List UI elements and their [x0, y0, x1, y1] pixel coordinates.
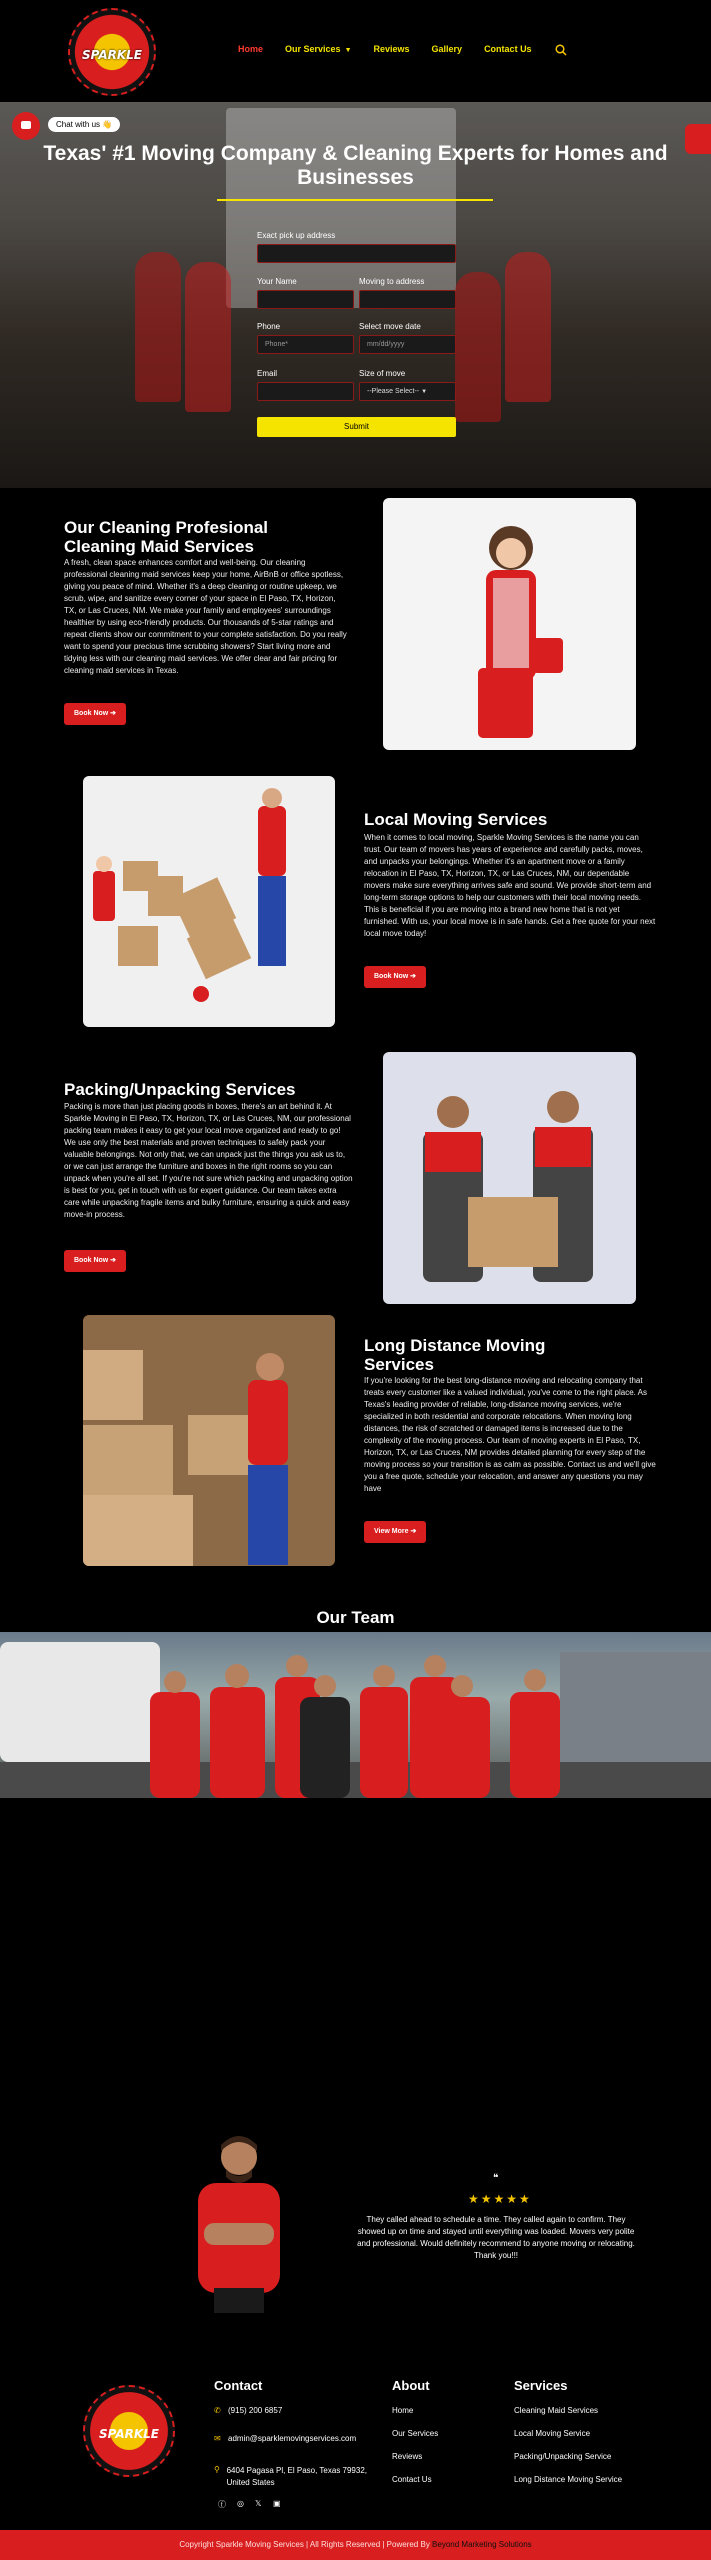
team-member-image	[135, 252, 181, 402]
envelope-icon: ✉	[214, 2434, 221, 2443]
cleaning-book-now-button[interactable]: Book Now ➔	[64, 703, 126, 725]
chat-icon[interactable]	[12, 112, 40, 140]
logo-text: SPARKLE	[81, 48, 142, 62]
footer-about-heading: About	[392, 2378, 430, 2393]
cleaning-text: A fresh, clean space enhances comfort and well-being. Our cleaning professional cleaning maid services keep your home, AirBnB or office spotless, giving you peace of mind. Whether it's a deep cleaning or routine upkeep, we scrub, wipe, and sanitize every corner of your space in El Paso, TX, Horizon, TX, or Las Cruces, NM. We make your family and employees' surroundings healthier by using eco-friendly products. Our thousands of 5-star ratings and repeat clients show our commitment to your complete satisfaction. Do you really want to spend your precious time scrubbing showers? Start living more and tidying less with our cleaning maid services. We offer clear and fair pricing for cleaning maid services in Texas.	[64, 558, 347, 675]
team-member-image	[455, 272, 501, 422]
footer-service-long-link[interactable]: Long Distance Moving Service	[514, 2475, 623, 2484]
long-distance-title: Long Distance Moving Services	[364, 1336, 546, 1374]
linkedin-icon[interactable]: ▣	[273, 2499, 281, 2508]
long-distance-view-more-button[interactable]: View More ➔	[364, 1521, 426, 1543]
size-label: Size of move	[359, 369, 406, 378]
local-moving-book-now-button[interactable]: Book Now ➔	[364, 966, 426, 988]
main-nav	[238, 44, 554, 54]
quote-icon: ❝	[493, 2173, 499, 2184]
facebook-icon[interactable]: ⓕ	[218, 2500, 226, 2509]
hero-divider	[217, 199, 493, 201]
footer-service-packing-link[interactable]: Packing/Unpacking Service	[514, 2452, 612, 2461]
testimonial-person-image	[190, 2133, 288, 2313]
name-input[interactable]	[257, 290, 354, 309]
pickup-label: Exact pick up address	[257, 231, 336, 240]
nav-contact-us[interactable]: Contact Us	[484, 44, 532, 54]
site-header	[0, 0, 711, 102]
email-input[interactable]	[257, 382, 354, 401]
footer-services-heading: Services	[514, 2378, 568, 2393]
email-label: Email	[257, 369, 278, 378]
chevron-down-icon: ▼	[344, 47, 352, 54]
local-moving-text: When it comes to local moving, Sparkle Moving Services is the name you can trust. Our team of movers has years of experience and carefully packs, moves, and unpacks your belongings. Whether it's an apartment move or a family relocation in El Paso, TX, Horizon, TX, or Las Cruces, NM, our dependable movers make sure everything arrives safe and sound. We provide short-term and long-term storage options to help our customers with their local moving needs. This is beneficial if you are moving into a brand new home that is not yet furnished. With us, your local move is in safe hands. Get a free quote for your next local move today!	[364, 833, 656, 938]
chevron-down-icon: ▼	[421, 389, 428, 395]
footer-about-reviews-link[interactable]: Reviews	[392, 2452, 423, 2461]
packing-title: Packing/Unpacking Services	[64, 1080, 296, 1099]
copyright-text: Copyright Sparkle Moving Services | All Rights Reserved | Powered By	[179, 2540, 430, 2549]
pickup-address-input[interactable]	[257, 244, 456, 263]
date-label: Select move date	[359, 322, 421, 331]
nav-home[interactable]: Home	[238, 44, 264, 54]
footer-address	[214, 2465, 384, 2489]
phone-icon: ✆	[214, 2406, 221, 2415]
footer-contact-heading: Contact	[214, 2378, 263, 2393]
x-twitter-icon[interactable]: 𝕏	[255, 2499, 262, 2508]
packing-illustration	[383, 1052, 636, 1304]
move-size-value: --Please Select--	[367, 388, 420, 395]
search-icon[interactable]	[555, 44, 567, 56]
hero-title: Texas' #1 Moving Company & Cleaning Experts for Homes and Businesses	[43, 142, 668, 189]
footer-phone-text: (915) 200 6857	[228, 2406, 283, 2415]
footer-about-contact-link[interactable]: Contact Us	[392, 2475, 432, 2484]
nav-reviews[interactable]: Reviews	[373, 44, 410, 54]
move-date-input[interactable]: mm/dd/yyyy	[359, 335, 456, 354]
footer-email[interactable]	[214, 2434, 356, 2443]
rating-stars: ★★★★★	[468, 2192, 532, 2206]
footer-service-local-link[interactable]: Local Moving Service	[514, 2429, 591, 2438]
phone-label: Phone	[257, 322, 281, 331]
move-size-select[interactable]	[359, 382, 456, 401]
phone-input[interactable]: Phone*	[257, 335, 354, 354]
footer-service-cleaning-link[interactable]: Cleaning Maid Services	[514, 2406, 599, 2415]
site-logo[interactable]	[68, 8, 156, 96]
moving-to-label: Moving to address	[359, 277, 425, 286]
location-pin-icon: ⚲	[214, 2465, 220, 2474]
team-photo	[0, 1632, 711, 1798]
copyright-bar	[0, 2530, 711, 2560]
moving-boxes-illustration	[83, 776, 335, 1027]
local-moving-title: Local Moving Services	[364, 810, 548, 829]
local-moving-image	[83, 776, 335, 1027]
nav-gallery[interactable]: Gallery	[431, 44, 463, 54]
nav-our-services[interactable]	[285, 44, 351, 54]
cleaning-maid-image	[383, 498, 636, 750]
testimonial-text: They called ahead to schedule a time. They called again to confirm. They showed up on time and stayed until everything was loaded. Movers very polite and professional. Would definitely recommend to anyone moving or relocating. Thank you!!!	[357, 2215, 635, 2260]
team-title: Our Team	[316, 1608, 395, 1627]
footer-logo[interactable]	[83, 2385, 175, 2477]
chat-with-us-label[interactable]: Chat with us 👋	[48, 117, 120, 132]
footer-address-text: 6404 Pagasa Pl, El Paso, Texas 79932, United States	[226, 2466, 368, 2487]
team-group-illustration	[0, 1632, 711, 1798]
packing-book-now-button[interactable]: Book Now ➔	[64, 1250, 126, 1272]
moving-to-input[interactable]	[359, 290, 456, 309]
packing-image	[383, 1052, 636, 1304]
instagram-icon[interactable]: ◎	[237, 2499, 244, 2508]
footer-email-text: admin@sparklemovingservices.com	[228, 2434, 357, 2443]
name-label: Your Name	[257, 277, 297, 286]
footer-phone[interactable]	[214, 2406, 282, 2415]
hero-section	[0, 102, 711, 488]
footer-about-home-link[interactable]: Home	[392, 2406, 414, 2415]
nav-our-services-label: Our Services	[285, 44, 341, 54]
cleaning-title: Our Cleaning Profesional Cleaning Maid Services	[64, 518, 269, 556]
submit-button[interactable]: Submit	[257, 417, 456, 437]
footer-about-services-link[interactable]: Our Services	[392, 2429, 439, 2438]
cleaning-maid-illustration	[383, 498, 636, 750]
packing-text: Packing is more than just placing goods in boxes, there's an art behind it. At Sparkle Moving in El Paso, TX, Horizon, TX, or Las Cruces, NM, our professional packing team makes it easy to get your local move organized and ready to go! We use only the best materials and proven techniques to safely pack your valuable belongings. Not only that, we can unpack just the things you ask us to, or we can just arrange the furniture and boxes in the right rooms so you can unpack when you're all set. If you're not sure which packing and unpacking option is best for you, get in touch with us for expert guidance. Our team takes extra care while unpacking fragile items and bulky furniture, ensuring a quick and easy move-in process.	[64, 1102, 353, 1219]
long-distance-text: If you're looking for the best long-distance moving and relocating company that treats every customer like a valued individual, you've come to the right place. As Texas's leading provider of reliable, long-distance moving services, we're specialized in both residential and corporate relocations. When moving long distances, the risk of scratched or damaged items is increased due to the complexity of the moving process. Our team of moving experts in El Paso, TX, Horizon, TX, or Las Cruces, NM provides detailed planning for every step of the moving process so your transition is as calm as possible. Contact us and we'll give you a free quote, schedule your relocation, and answer any questions you may have	[364, 1376, 656, 1493]
footer-logo-text: SPARKLE	[98, 2427, 159, 2441]
team-member-image	[185, 262, 231, 412]
agency-link[interactable]: Beyond Marketing Solutions	[432, 2540, 532, 2549]
cart-icon[interactable]	[685, 124, 711, 154]
long-distance-illustration	[83, 1315, 335, 1566]
long-distance-image	[83, 1315, 335, 1566]
team-member-image	[505, 252, 551, 402]
